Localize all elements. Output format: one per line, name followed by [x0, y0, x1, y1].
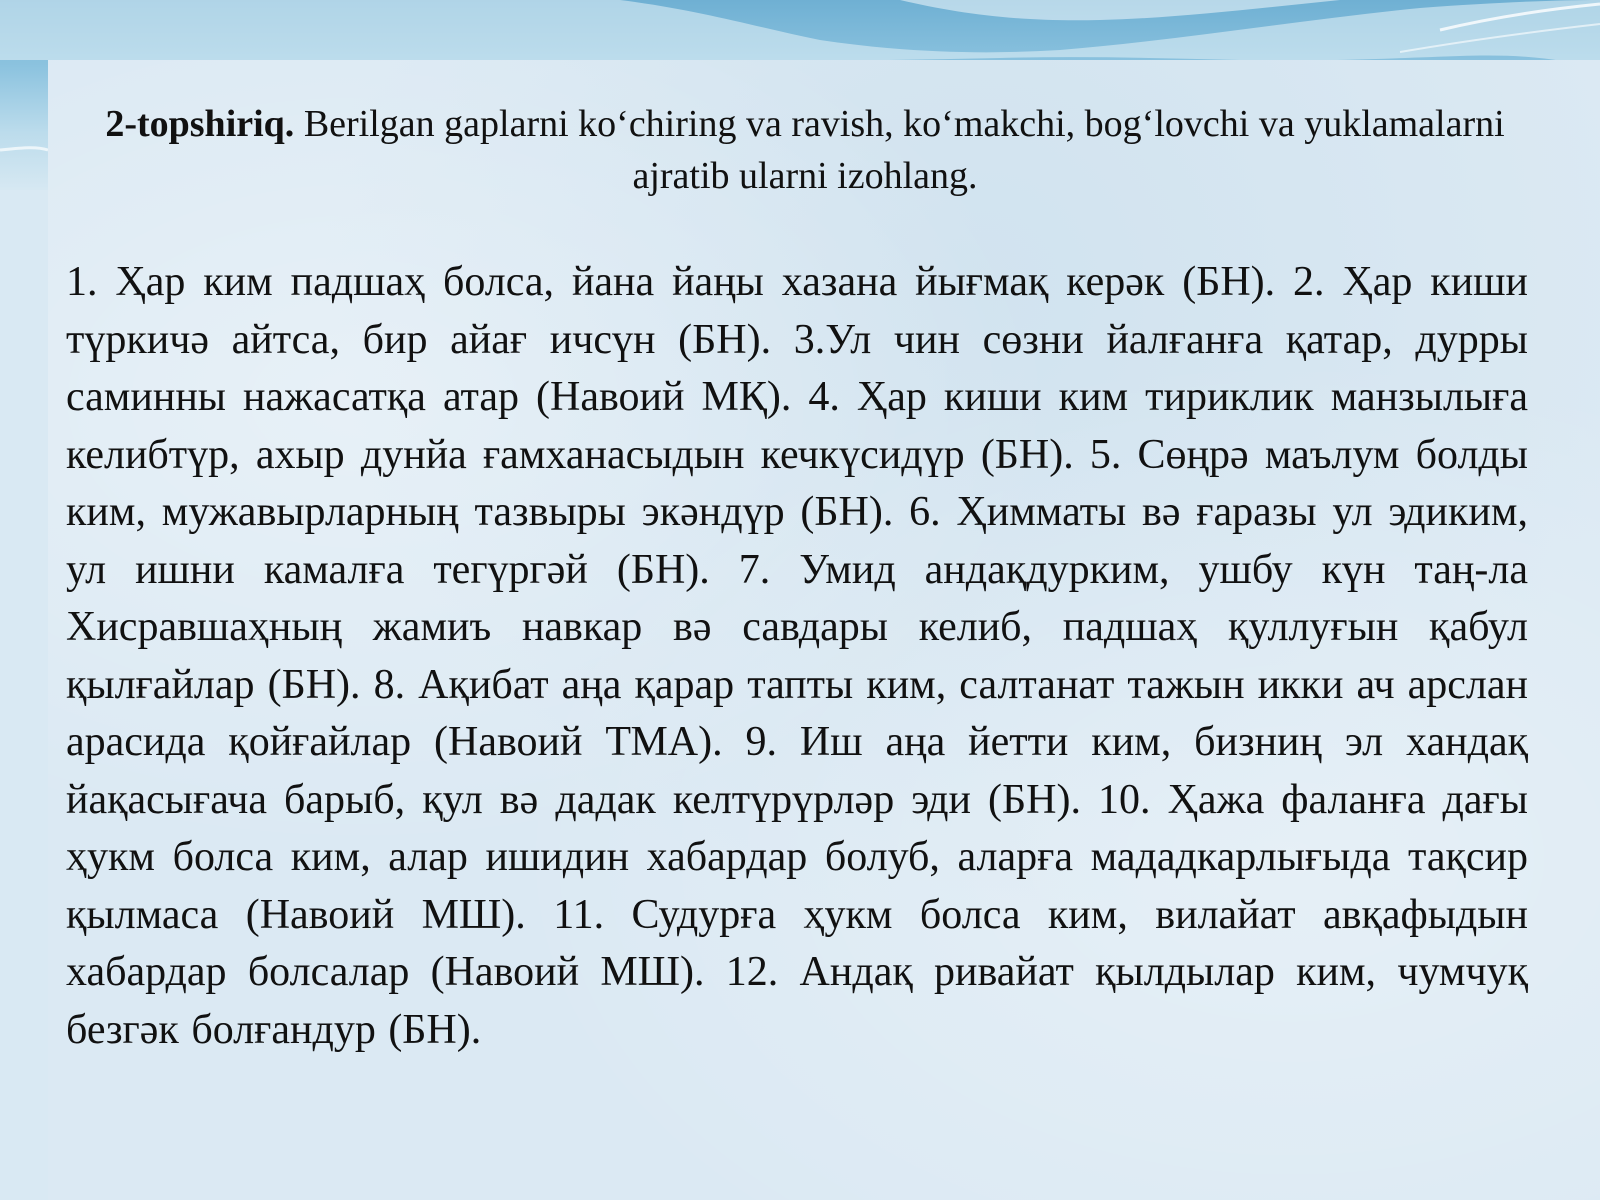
passage-text: 1. Ҳар ким падшаҳ болса, йана йаңы хазана йығмақ керәк (БН). 2. Ҳар киши түркичә айтса, бир айағ ичсүн (БН). 3.Ул чин сөзни йалғанға қатар, дурры саминны нажасатқа атар (Навоий МҚ). 4. Ҳар киши ким тириклик манзылыға келибтүр, ахыр дунйа ғамханасыдын кечкүсидүр (БН). 5. Сөңрә маълум болды ким, мужавырларның тазвыры экәндүр (БН). 6. Ҳимматы вә ғаразы ул эдиким, ул ишни камалға тегүргәй (БН). 7. Умид андақдурким, ушбу күн таң-ла Хисравшаҳның жамиъ навкар вә савдары келиб, падшаҳ қуллуғын қабул қылғайлар (БН). 8. Ақибат аңа қарар тапты ким, салтанат тажын икки ач арслан арасида қойғайлар (Навоий ТМА). 9. Иш аңа йетти ким, бизниң эл хандақ йақасығача барыб, қул вә дадак келтүрүрләр эди (БН). 10. Ҳажа фаланға дағы ҳукм болса ким, алар ишидин хабардар болуб, аларға мададкарлығыда тақсир қылмаса (Навоий МШ). 11. Судурға ҳукм болса ким, вилайат авқафыдын хабардар болсалар (Навоий МШ). 12. Андақ ривайат қылдылар ким, чумчуқ безгәк болғандур (БН). [66, 259, 1528, 1053]
task-heading [90, 98, 1520, 202]
task-label: 2-topshiriq. [105, 103, 295, 145]
task-instruction: Berilgan gaplarni ko‘chiring va ravish, ko‘makchi, bog‘lovchi va yuklamalarni ajratib ularni izohlang. [294, 103, 1505, 197]
